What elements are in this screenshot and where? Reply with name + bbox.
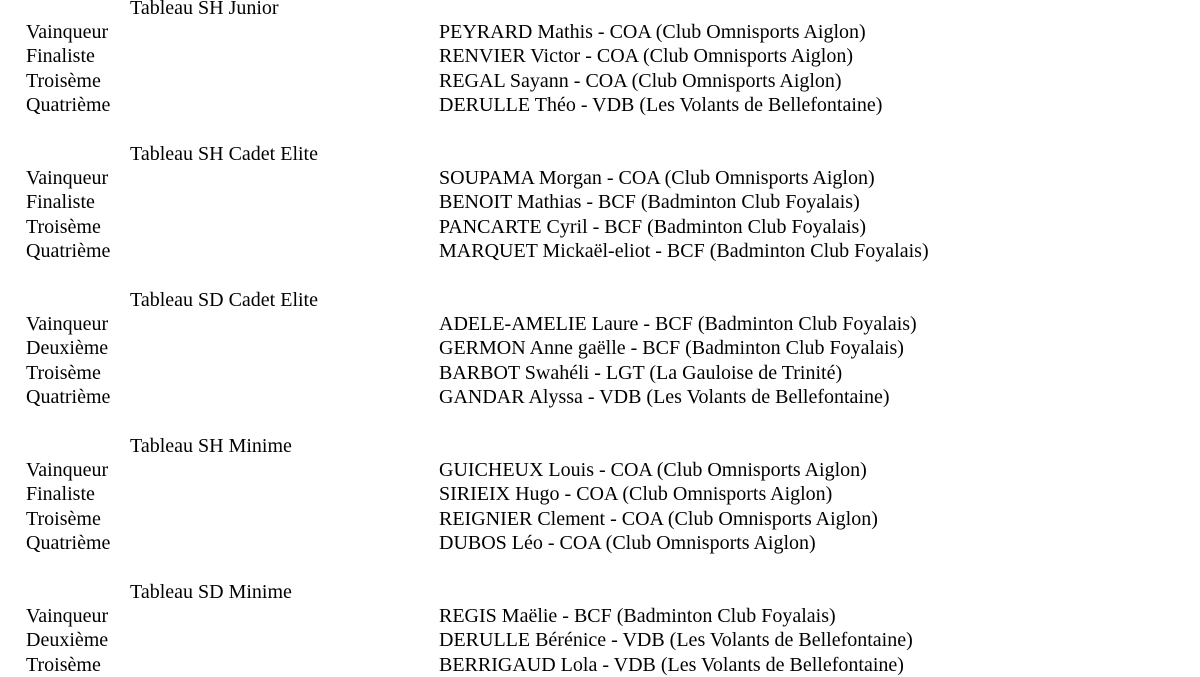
result-row xyxy=(0,531,1200,555)
player-entry: REIGNIER Clement - COA (Club Omnisports Aiglon) xyxy=(439,507,878,530)
rank-label: Troisème xyxy=(26,507,101,530)
result-row xyxy=(0,44,1200,68)
section-title: Tableau SD Minime xyxy=(130,581,292,603)
result-row xyxy=(0,507,1200,531)
result-row xyxy=(0,482,1200,506)
rank-label: Quatrième xyxy=(26,386,111,409)
player-entry: GUICHEUX Louis - COA (Club Omnisports Aiglon) xyxy=(439,459,867,481)
result-row xyxy=(0,190,1200,214)
rank-label: Troisème xyxy=(26,653,101,676)
rank-label: Quatrième xyxy=(26,532,111,555)
player-entry: SOUPAMA Morgan - COA (Club Omnisports Aiglon) xyxy=(439,167,875,189)
result-row xyxy=(0,653,1200,677)
player-entry: BENOIT Mathias - BCF (Badminton Club Foyalais) xyxy=(439,191,860,214)
rank-label: Deuxième xyxy=(26,629,109,652)
results-list xyxy=(0,312,1200,410)
player-entry: GERMON Anne gaëlle - BCF (Badminton Club Foyalais) xyxy=(439,337,904,360)
player-entry: REGIS Maëlie - BCF (Badminton Club Foyalais) xyxy=(439,605,836,627)
rank-label: Troisème xyxy=(26,361,101,384)
rank-label: Finaliste xyxy=(26,483,95,506)
result-row xyxy=(0,385,1200,409)
results-list xyxy=(0,604,1200,677)
player-entry: SIRIEIX Hugo - COA (Club Omnisports Aiglon) xyxy=(439,483,833,506)
section-title: Tableau SH Minime xyxy=(130,435,292,457)
section-title: Tableau SH Cadet Elite xyxy=(130,143,318,165)
rank-label: Quatrième xyxy=(26,240,111,263)
rank-label: Vainqueur xyxy=(26,167,109,189)
rank-label: Vainqueur xyxy=(26,21,109,43)
rank-label: Finaliste xyxy=(26,45,95,68)
player-entry: BARBOT Swahéli - LGT (La Gauloise de Trinité) xyxy=(439,361,843,384)
player-entry: BERRIGAUD Lola - VDB (Les Volants de Bellefontaine) xyxy=(439,653,904,676)
result-row xyxy=(0,166,1200,190)
rank-label: Troisème xyxy=(26,69,101,92)
result-row xyxy=(0,93,1200,117)
result-row xyxy=(0,69,1200,93)
results-list xyxy=(0,166,1200,264)
section-title: Tableau SD Cadet Elite xyxy=(130,289,318,311)
result-row xyxy=(0,361,1200,385)
result-row xyxy=(0,336,1200,360)
result-row xyxy=(0,312,1200,336)
rank-label: Finaliste xyxy=(26,191,95,214)
rank-label: Quatrième xyxy=(26,94,111,117)
result-row xyxy=(0,239,1200,263)
player-entry: GANDAR Alyssa - VDB (Les Volants de Bellefontaine) xyxy=(439,386,890,409)
player-entry: RENVIER Victor - COA (Club Omnisports Aiglon) xyxy=(439,45,853,68)
player-entry: DERULLE Bérénice - VDB (Les Volants de Bellefontaine) xyxy=(439,629,913,652)
result-row xyxy=(0,20,1200,44)
results-list xyxy=(0,20,1200,118)
results-list xyxy=(0,458,1200,556)
result-row xyxy=(0,458,1200,482)
rank-label: Vainqueur xyxy=(26,605,109,627)
player-entry: ADELE-AMELIE Laure - BCF (Badminton Club Foyalais) xyxy=(439,313,917,335)
player-entry: DERULLE Théo - VDB (Les Volants de Bellefontaine) xyxy=(439,94,883,117)
section-title: Tableau SH Junior xyxy=(130,0,279,19)
rank-label: Vainqueur xyxy=(26,459,109,481)
player-entry: REGAL Sayann - COA (Club Omnisports Aiglon) xyxy=(439,69,842,92)
rank-label: Troisème xyxy=(26,215,101,238)
rank-label: Vainqueur xyxy=(26,313,109,335)
player-entry: PANCARTE Cyril - BCF (Badminton Club Foyalais) xyxy=(439,215,866,238)
result-row xyxy=(0,215,1200,239)
result-row xyxy=(0,604,1200,628)
player-entry: PEYRARD Mathis - COA (Club Omnisports Aiglon) xyxy=(439,21,866,43)
player-entry: MARQUET Mickaël-eliot - BCF (Badminton Club Foyalais) xyxy=(439,240,929,263)
result-row xyxy=(0,628,1200,652)
player-entry: DUBOS Léo - COA (Club Omnisports Aiglon) xyxy=(439,532,816,555)
rank-label: Deuxième xyxy=(26,337,109,360)
